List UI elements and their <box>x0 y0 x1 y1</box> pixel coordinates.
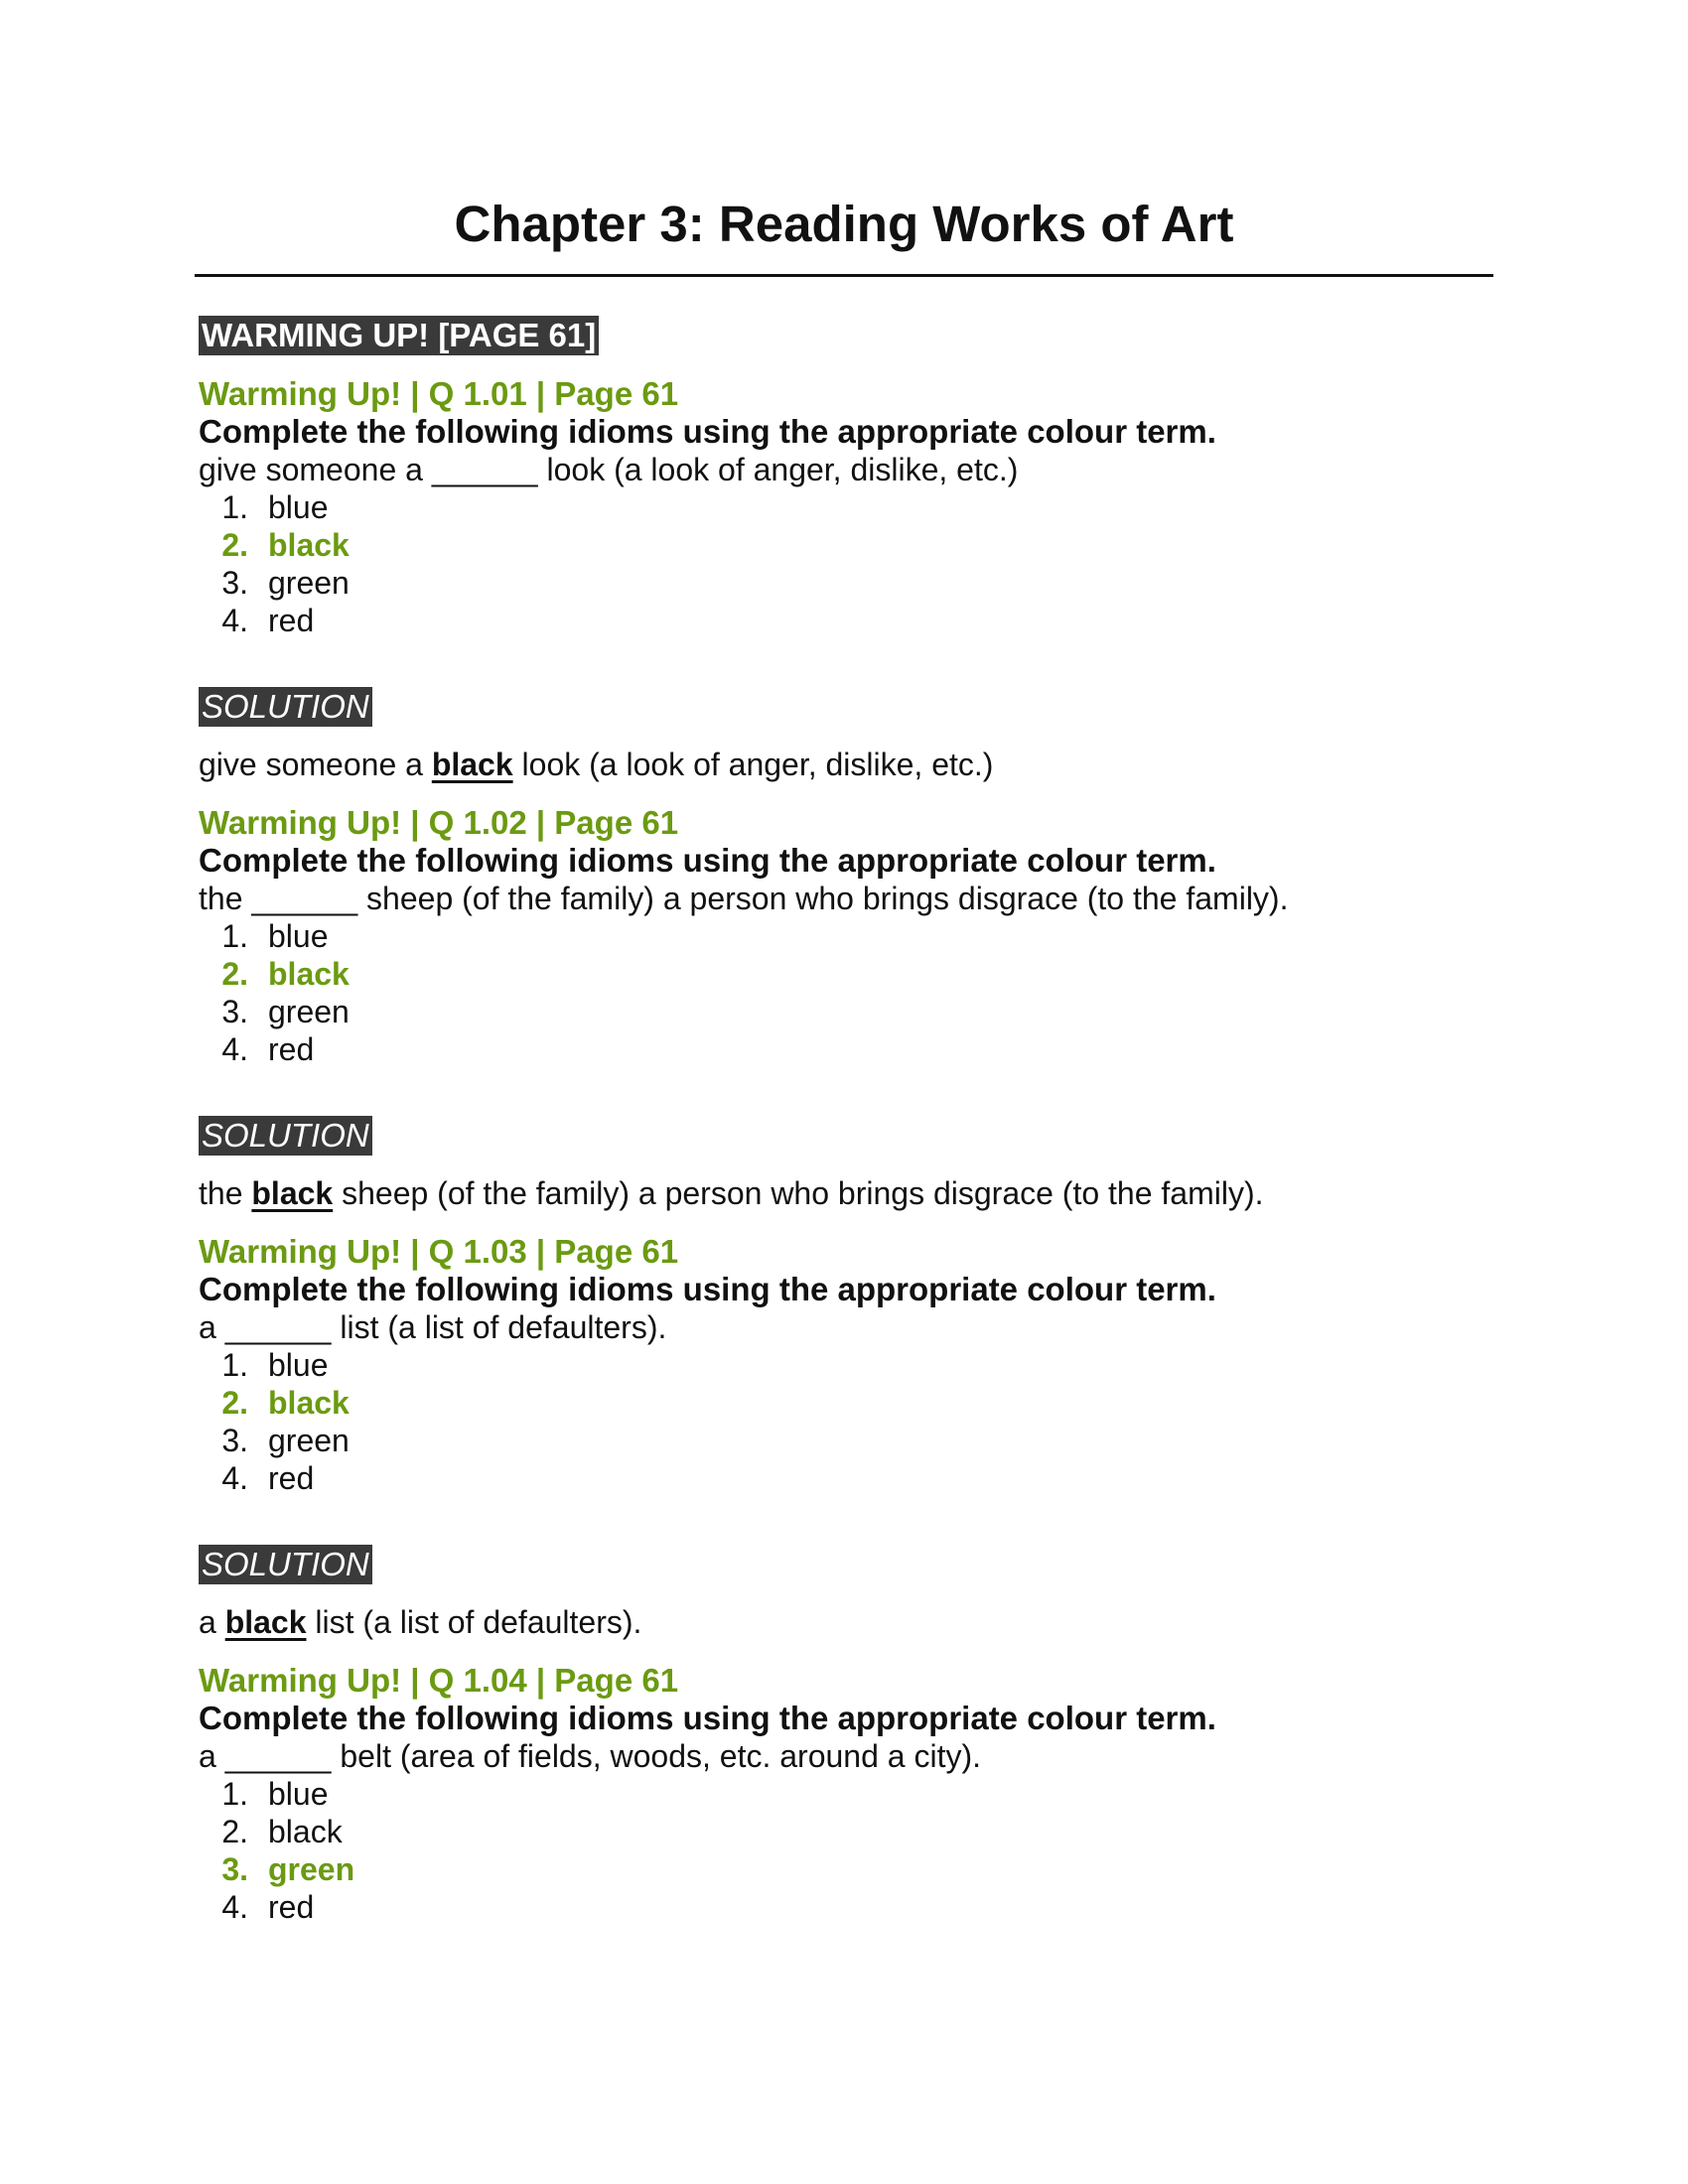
option-number: 4. <box>221 603 248 638</box>
option-item <box>199 1850 1489 1888</box>
option-item <box>199 602 1489 639</box>
option-number: 1. <box>221 918 248 954</box>
chapter-title: Chapter 3: Reading Works of Art <box>454 196 1234 252</box>
solution-label: SOLUTION <box>199 1116 372 1156</box>
solution-answer: black <box>431 747 513 782</box>
option-item <box>199 955 1489 993</box>
option-text: green <box>268 994 350 1029</box>
question-prompt: a ______ belt (area of fields, woods, etc. around a city). <box>199 1738 982 1774</box>
solution-before: give someone a <box>199 747 432 782</box>
solution-answer: black <box>251 1175 334 1211</box>
option-item <box>199 1459 1489 1497</box>
option-number: 4. <box>221 1889 248 1925</box>
option-text: green <box>268 1851 355 1887</box>
question-instruction: Complete the following idioms using the appropriate colour term. <box>199 842 1216 879</box>
solution-after: sheep (of the family) a person who brings disgrace (to the family). <box>333 1175 1264 1211</box>
option-item <box>199 1888 1489 1926</box>
options-list <box>199 1775 1489 1926</box>
option-item <box>199 1422 1489 1459</box>
option-text: black <box>268 1814 343 1849</box>
solution-after: look (a look of anger, dislike, etc.) <box>512 747 994 782</box>
question-block <box>199 804 1489 1213</box>
option-number: 4. <box>221 1460 248 1496</box>
question-block <box>199 1662 1489 1926</box>
option-text: green <box>268 1423 350 1458</box>
option-item <box>199 564 1489 602</box>
option-item <box>199 488 1489 526</box>
solution-text <box>199 745 1489 784</box>
option-number: 2. <box>221 1385 248 1421</box>
solution-text <box>199 1173 1489 1213</box>
solution-label: SOLUTION <box>199 687 372 727</box>
solution-after: list (a list of defaulters). <box>306 1604 642 1640</box>
option-text: blue <box>268 1347 329 1383</box>
option-text: green <box>268 565 350 601</box>
option-text: red <box>268 1889 315 1925</box>
question-prompt: the ______ sheep (of the family) a person who brings disgrace (to the family). <box>199 881 1289 916</box>
solution-text <box>199 1602 1489 1642</box>
option-text: red <box>268 1460 315 1496</box>
option-text: blue <box>268 918 329 954</box>
solution-before: the <box>199 1175 252 1211</box>
option-item <box>199 1030 1489 1068</box>
page-content <box>199 316 1489 1926</box>
option-item <box>199 1775 1489 1813</box>
option-number: 1. <box>221 1776 248 1812</box>
option-text: blue <box>268 489 329 525</box>
option-item <box>199 993 1489 1030</box>
option-number: 2. <box>221 527 248 563</box>
solution-label: SOLUTION <box>199 1545 372 1584</box>
option-number: 1. <box>221 1347 248 1383</box>
option-number: 4. <box>221 1031 248 1067</box>
question-prompt: a ______ list (a list of defaulters). <box>199 1309 667 1345</box>
option-number: 2. <box>221 1814 248 1849</box>
question-header: Warming Up! | Q 1.04 | Page 61 <box>199 1662 679 1699</box>
option-text: black <box>268 956 350 992</box>
solution-answer: black <box>224 1604 307 1640</box>
option-text: black <box>268 527 350 563</box>
option-number: 3. <box>221 565 248 601</box>
question-block <box>199 375 1489 784</box>
question-header: Warming Up! | Q 1.01 | Page 61 <box>199 375 679 412</box>
question-header: Warming Up! | Q 1.03 | Page 61 <box>199 1233 679 1270</box>
option-text: red <box>268 1031 315 1067</box>
option-item <box>199 1346 1489 1384</box>
option-text: black <box>268 1385 350 1421</box>
solution-before: a <box>199 1604 225 1640</box>
option-number: 3. <box>221 994 248 1029</box>
section-heading: WARMING UP! [PAGE 61] <box>199 316 599 355</box>
question-instruction: Complete the following idioms using the appropriate colour term. <box>199 1271 1216 1307</box>
option-text: blue <box>268 1776 329 1812</box>
question-block <box>199 1233 1489 1642</box>
options-list <box>199 488 1489 639</box>
option-number: 1. <box>221 489 248 525</box>
option-item <box>199 1813 1489 1850</box>
option-item <box>199 917 1489 955</box>
title-divider <box>195 274 1493 277</box>
option-number: 3. <box>221 1423 248 1458</box>
option-number: 2. <box>221 956 248 992</box>
options-list <box>199 1346 1489 1497</box>
question-instruction: Complete the following idioms using the appropriate colour term. <box>199 413 1216 450</box>
option-number: 3. <box>221 1851 248 1887</box>
question-header: Warming Up! | Q 1.02 | Page 61 <box>199 804 679 841</box>
question-instruction: Complete the following idioms using the appropriate colour term. <box>199 1700 1216 1736</box>
question-prompt: give someone a ______ look (a look of anger, dislike, etc.) <box>199 452 1019 487</box>
option-item <box>199 526 1489 564</box>
option-text: red <box>268 603 315 638</box>
option-item <box>199 1384 1489 1422</box>
options-list <box>199 917 1489 1068</box>
